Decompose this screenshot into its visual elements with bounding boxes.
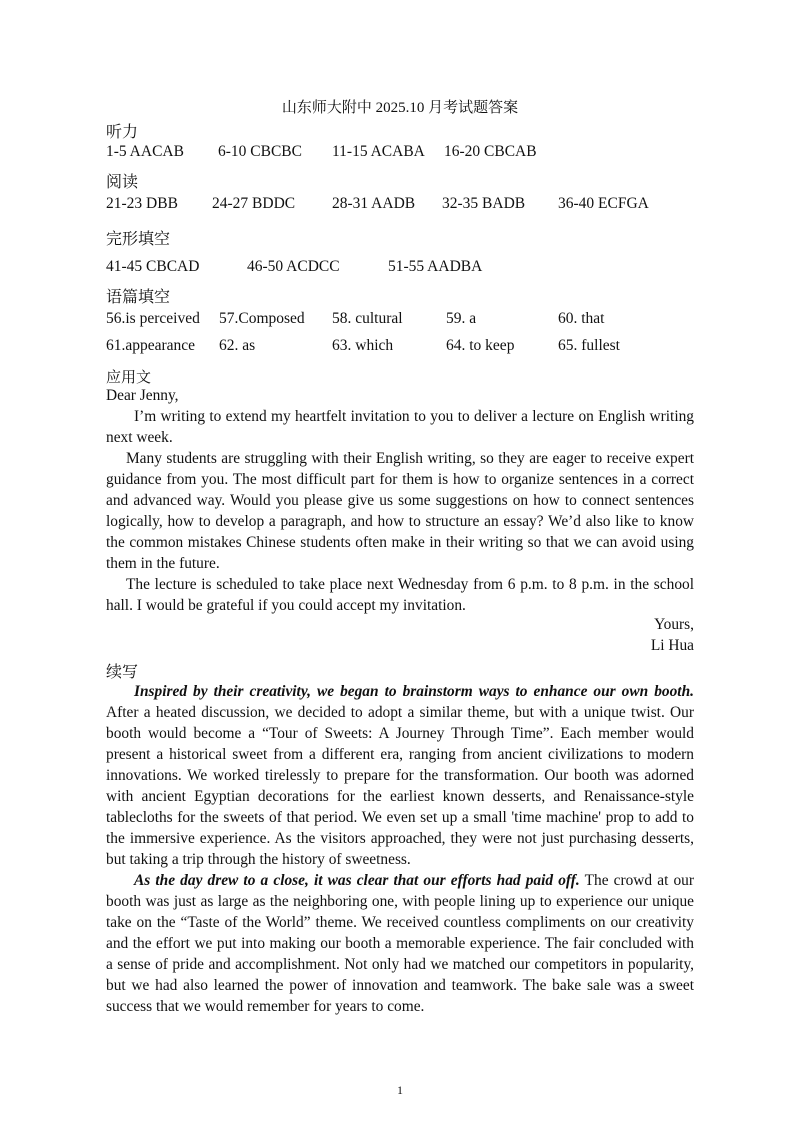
answer-item: 61.appearance bbox=[106, 337, 196, 354]
continuation-heading: 续写 bbox=[106, 664, 139, 681]
paragraph-lead-sentence: As the day drew to a close, it was clear that our efforts had paid off. bbox=[134, 872, 580, 889]
answer-item: 62. as bbox=[219, 337, 256, 354]
answer-item: 63. which bbox=[332, 337, 394, 354]
answer-item: 56.is perceived bbox=[106, 310, 200, 327]
answer-group: 6-10 CBCBC bbox=[218, 143, 302, 160]
answer-group: 21-23 DBB bbox=[106, 195, 178, 212]
answer-item: 57.Composed bbox=[219, 310, 305, 327]
letter-paragraph: The lecture is scheduled to take place next Wednesday from 6 p.m. to 8 p.m. in the school hall. I would be grateful if you could accept my invitation. bbox=[106, 576, 694, 614]
letter-paragraph: I’m writing to extend my heartfelt invitation to you to deliver a lecture on English writing next week. bbox=[106, 408, 694, 446]
letter-salutation: Dear Jenny, bbox=[106, 387, 179, 404]
continuation-paragraph bbox=[106, 870, 694, 1017]
answer-item: 65. fullest bbox=[558, 337, 620, 354]
answer-group: 36-40 ECFGA bbox=[558, 195, 649, 212]
answer-group: 28-31 AADB bbox=[332, 195, 416, 212]
answer-group: 16-20 CBCAB bbox=[444, 143, 537, 160]
answer-item: 58. cultural bbox=[332, 310, 403, 327]
answer-group: 24-27 BDDC bbox=[212, 195, 296, 212]
letter-closing: Yours, bbox=[654, 616, 694, 633]
grammar-heading: 语篇填空 bbox=[106, 289, 171, 306]
answer-item: 59. a bbox=[446, 310, 477, 327]
answer-group: 11-15 ACABA bbox=[332, 143, 425, 160]
answer-item: 60. that bbox=[558, 310, 605, 327]
answer-group: 32-35 BADB bbox=[442, 195, 526, 212]
answer-group: 1-5 AACAB bbox=[106, 143, 184, 160]
continuation-text bbox=[106, 681, 694, 1017]
continuation-paragraph bbox=[106, 681, 694, 870]
letter-paragraph: Many students are struggling with their English writing, so they are eager to receive expert guidance from you. The most difficult part for them is how to organize sentences in a correct and advanced way. Would you please give us some suggestions on how to connect sentences logically, how to develop a paragraph, and how to structure an essay? We’d also like to know the common mistakes Chinese students often make in their writing so that we can avoid using them in the future. bbox=[106, 450, 694, 572]
reading-heading: 阅读 bbox=[106, 174, 139, 191]
listening-heading: 听力 bbox=[106, 124, 139, 141]
answer-group: 46-50 ACDCC bbox=[247, 258, 340, 275]
cloze-heading: 完形填空 bbox=[106, 231, 171, 248]
answer-group: 51-55 AADBA bbox=[388, 258, 483, 275]
answer-item: 64. to keep bbox=[446, 337, 515, 354]
paragraph-body: The crowd at our booth was just as large as the neighboring one, with people lining up to experience our unique take on the “Taste of the World” theme. We received countless compliments on our creativity and the effort we put into making our booth a memorable experience. The fair concluded with a sense of pride and accomplishment. Not only had we matched our competitors in popularity, but we had also learned the power of innovation and teamwork. The bake sale was a sweet success that we would remember for years to come. bbox=[106, 872, 694, 1015]
page-number: 1 bbox=[397, 1083, 403, 1097]
writing-heading: 应用文 bbox=[106, 370, 152, 386]
page-title: 山东师大附中 2025.10 月考试题答案 bbox=[281, 100, 519, 116]
answer-group: 41-45 CBCAD bbox=[106, 258, 200, 275]
letter-signature: Li Hua bbox=[650, 637, 694, 654]
paragraph-body: After a heated discussion, we decided to adopt a similar theme, but with a unique twist. Our booth would become a “Tour of Sweets: A Journey Through Time”. Each member would present a historical sweet from a different era, ranging from ancient civilizations to modern innovations. We worked tirelessly to prepare for the transformation. Our booth was adorned with ancient Egyptian decorations for the earliest known desserts, and Renaissance-style tablecloths for the sweets of that period. We even set up a small 'time machine' prop to add to the immersive experience. As the visitors approached, they were not just purchasing desserts, but taking a trip through the history of sweetness. bbox=[106, 704, 694, 868]
writing-letter bbox=[106, 385, 694, 616]
paragraph-lead-sentence: Inspired by their creativity, we began to brainstorm ways to enhance our own booth. bbox=[134, 683, 694, 700]
